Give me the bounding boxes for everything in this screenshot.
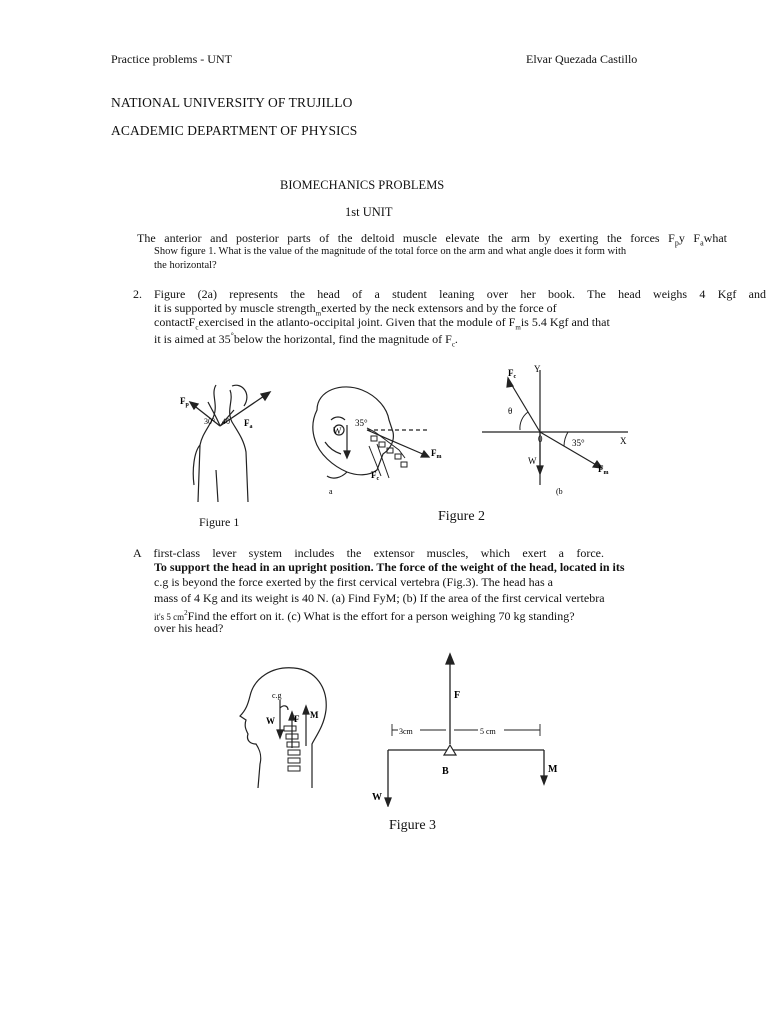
label-fc: $F_c$ bbox=[371, 470, 380, 482]
figure-1-arm-diagram bbox=[172, 380, 282, 505]
document-title: BIOMECHANICS PROBLEMS bbox=[280, 178, 445, 192]
figure-2b-force-diagram bbox=[480, 360, 640, 500]
label-a: a bbox=[329, 487, 333, 496]
figure-3-head-diagram bbox=[232, 660, 332, 790]
figure-1-caption: Figure 1 bbox=[199, 515, 240, 529]
label-w-head: W bbox=[266, 716, 275, 726]
figure-2-caption: Figure 2 bbox=[438, 509, 486, 524]
label-theta: θ bbox=[508, 406, 513, 416]
problem-1-line-2: Show figure 1. What is the value of the magnitude of the total force on the arm and what angle does it form with bbox=[154, 246, 627, 257]
label-fa: $F_a$ bbox=[244, 418, 253, 430]
label-w-lever: W bbox=[372, 792, 382, 803]
label-origin: 0 bbox=[538, 434, 543, 444]
label-5cm: 5 cm bbox=[480, 727, 496, 736]
problem-2-line-1: Figure (2a) represents the head of a student leaning over her book. The head weighs 4 Kgf and bbox=[154, 287, 766, 301]
header-right: Elvar Quezada Castillo bbox=[526, 52, 638, 66]
label-30: 30° bbox=[204, 417, 216, 426]
label-b-lever: B bbox=[442, 766, 449, 777]
problem-2-number: 2. bbox=[133, 287, 142, 301]
label-cg: c.g bbox=[272, 691, 282, 700]
figure-2a-skull-diagram bbox=[297, 380, 467, 500]
label-m-lever: M bbox=[548, 764, 558, 775]
figure-3-lever-diagram bbox=[370, 652, 560, 807]
label-40: 40 bbox=[222, 417, 230, 426]
label-b: (b bbox=[556, 487, 563, 496]
label-f-lever: F bbox=[454, 690, 461, 701]
problem-3-line-3: c.g is beyond the force exerted by the first cervical vertebra (Fig.3). The head has a bbox=[154, 575, 553, 589]
institution-name: NATIONAL UNIVERSITY OF TRUJILLO bbox=[111, 95, 353, 110]
label-f-head: F bbox=[294, 714, 300, 724]
problem-3-line-5: it's 5 $cm^2Find$ the effort on it. (c) What is the effort for a person weighing 70 kg standing? bbox=[154, 609, 575, 623]
label-3cm: 3cm bbox=[399, 727, 413, 736]
label-35: 35° bbox=[355, 418, 368, 428]
label-fm: $F_m$ bbox=[431, 448, 442, 460]
problem-2-line-4: it is aimed at 35°below the horizontal, find the magnitude of $F_c$. bbox=[154, 331, 458, 349]
unit-subtitle: 1st UNIT bbox=[345, 205, 393, 219]
problem-2-line-3: contactF$_c$exercised in the atlanto-occipital joint. Given that the module of $F_mis$ 5.4 Kgf and that bbox=[154, 315, 610, 332]
department-name: ACADEMIC DEPARTMENT OF PHYSICS bbox=[111, 123, 358, 138]
label-y: Y bbox=[534, 364, 541, 374]
label-35-b: 35° bbox=[572, 438, 585, 448]
label-fm-b: $F_m$ bbox=[598, 464, 609, 476]
figure-3-caption: Figure 3 bbox=[389, 818, 437, 833]
label-fc-b: $F_c$ bbox=[508, 368, 517, 380]
problem-2-line-2: it is supported by muscle strength$_m$exerted by the neck extensors and by the force of bbox=[154, 301, 557, 318]
problem-3-line-2: To support the head in an upright position. The force of the weight of the head, located in its bbox=[154, 560, 625, 574]
problem-3-line-1: A first-class lever system includes the extensor muscles, which exert a force. bbox=[133, 546, 604, 560]
problem-3-line-6: over his head? bbox=[154, 621, 224, 635]
header-left: Practice problems - UNT bbox=[111, 52, 232, 66]
label-w: W bbox=[333, 426, 342, 436]
label-x: X bbox=[620, 436, 627, 446]
label-w-b: W bbox=[528, 456, 537, 466]
problem-1-line-3: the horizontal? bbox=[154, 260, 217, 271]
problem-3-line-4: mass of 4 Kg and its weight is 40 N. (a) Find FyM; (b) If the area of the first cervical vertebra bbox=[154, 591, 605, 605]
problem-1-line-1: The anterior and posterior parts of the deltoid muscle elevate the arm by exerting the forces $F_py$ $F_awhat$ bbox=[137, 231, 727, 248]
label-m-head: M bbox=[310, 710, 319, 720]
label-fp: $F_p$ bbox=[180, 396, 189, 408]
